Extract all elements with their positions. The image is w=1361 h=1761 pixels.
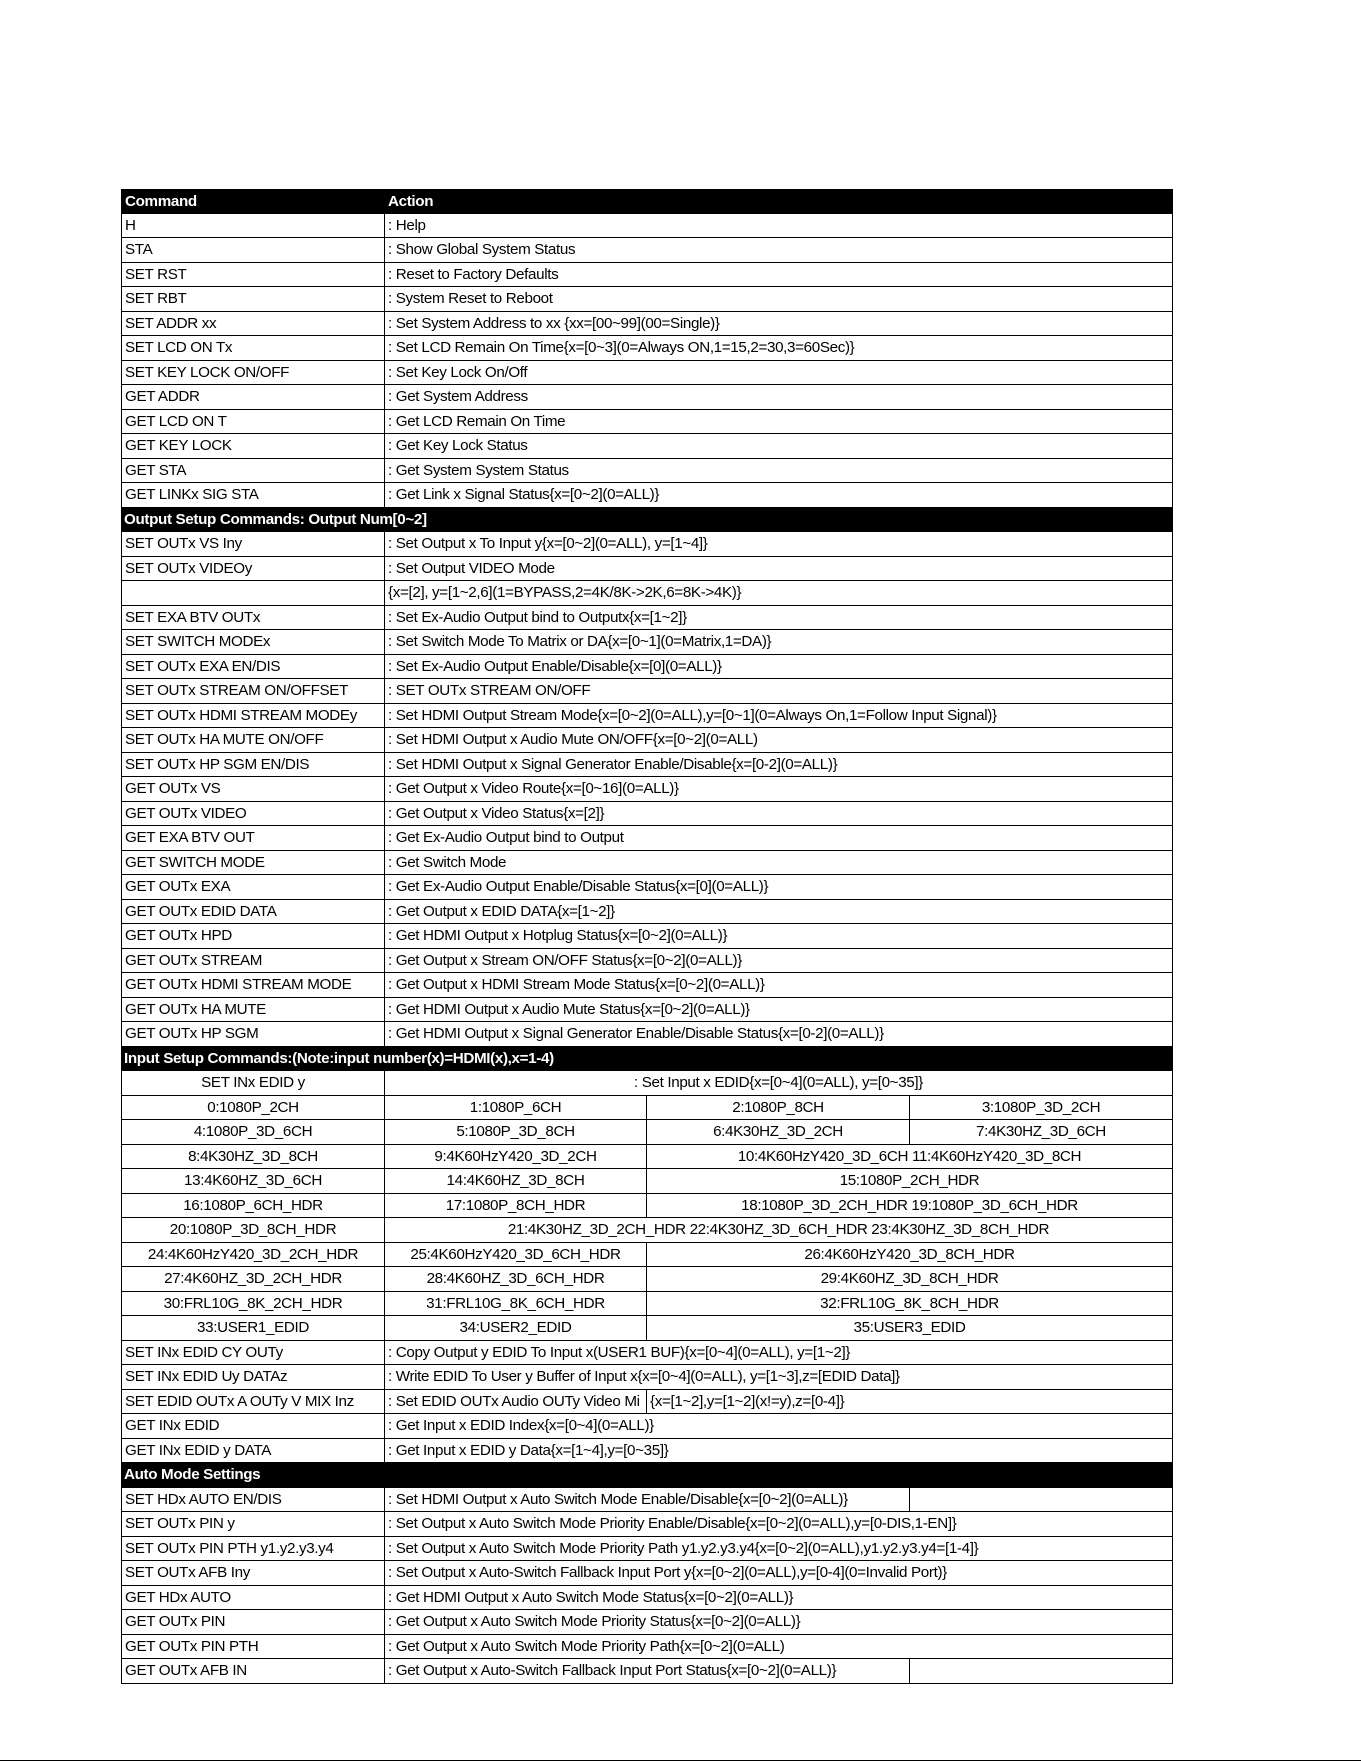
action-cell: : Show Global System Status xyxy=(384,238,1173,262)
table-row xyxy=(121,483,1173,508)
command-cell: GET OUTx HA MUTE xyxy=(121,998,384,1022)
action-cell: : Set Output x Auto-Switch Fallback Input Port y{x=[0~2](0=ALL),y=[0-4](0=Invalid Port)} xyxy=(384,1561,1173,1585)
action-cell: : Set EDID OUTx Audio OUTy Video Mi xyxy=(384,1390,646,1414)
command-cell: SET SWITCH MODEx xyxy=(121,630,384,654)
action-cell: : Help xyxy=(384,214,1173,238)
table-row xyxy=(121,826,1173,851)
action-cell: : Get Key Lock Status xyxy=(384,434,1173,458)
table-header xyxy=(121,189,1173,214)
edid-option: 21:4K30HZ_3D_2CH_HDR 22:4K30HZ_3D_6CH_HDR 23:4K30HZ_3D_8CH_HDR xyxy=(384,1218,1173,1242)
command-cell: GET STA xyxy=(121,459,384,483)
command-cell: GET ADDR xyxy=(121,385,384,409)
table-row xyxy=(121,1537,1173,1562)
table-row xyxy=(121,214,1173,239)
action-cell: : Set Output x Auto Switch Mode Priority Path y1.y2.y3.y4{x=[0~2](0=ALL),y1.y2.y3.y4=[1-4]} xyxy=(384,1537,1173,1561)
table-row xyxy=(121,1635,1173,1660)
table-row xyxy=(121,1610,1173,1635)
table-row xyxy=(121,361,1173,386)
table-row xyxy=(121,434,1173,459)
edid-option: 24:4K60HzY420_3D_2CH_HDR xyxy=(121,1243,384,1267)
action-cell: : Get Input x EDID y Data{x=[1~4],y=[0~35]} xyxy=(384,1439,1173,1463)
edid-option: 15:1080P_2CH_HDR xyxy=(646,1169,1173,1193)
edid-list-row xyxy=(121,1120,1173,1145)
command-cell: SET INx EDID y xyxy=(121,1071,384,1095)
table-row xyxy=(121,728,1173,753)
table-row xyxy=(121,630,1173,655)
table-row xyxy=(121,655,1173,680)
table-row xyxy=(121,1022,1173,1047)
command-cell: GET OUTx VIDEO xyxy=(121,802,384,826)
command-cell: SET ADDR xx xyxy=(121,312,384,336)
section-title: Auto Mode Settings xyxy=(124,1466,261,1483)
edid-option: 10:4K60HzY420_3D_6CH 11:4K60HzY420_3D_8CH xyxy=(646,1145,1173,1169)
edid-option: 32:FRL10G_8K_8CH_HDR xyxy=(646,1292,1173,1316)
edid-list-row xyxy=(121,1267,1173,1292)
edid-list-row xyxy=(121,1218,1173,1243)
command-cell: GET LCD ON T xyxy=(121,410,384,434)
action-cell: : Get Output x Auto Switch Mode Priority Status{x=[0~2](0=ALL)} xyxy=(384,1610,1173,1634)
action-cell: : Set Key Lock On/Off xyxy=(384,361,1173,385)
edid-option: 35:USER3_EDID xyxy=(646,1316,1173,1340)
action-cell: : Set Output x Auto Switch Mode Priority Enable/Disable{x=[0~2](0=ALL),y=[0-DIS,1-EN]} xyxy=(384,1512,1173,1536)
action-cell: : Set Output VIDEO Mode xyxy=(384,557,1173,581)
command-cell: SET OUTx VS Iny xyxy=(121,532,384,556)
action-cell: : Get Ex-Audio Output bind to Output xyxy=(384,826,1173,850)
table-row xyxy=(121,1414,1173,1439)
action-cell: : Get System System Status xyxy=(384,459,1173,483)
command-cell xyxy=(121,581,384,605)
command-cell: SET OUTx EXA EN/DIS xyxy=(121,655,384,679)
table-row xyxy=(121,1659,1173,1684)
action-cell: : Set LCD Remain On Time{x=[0~3](0=Always ON,1=15,2=30,3=60Sec)} xyxy=(384,336,1173,360)
edid-option: 2:1080P_8CH xyxy=(646,1096,909,1120)
blank-cell xyxy=(909,1659,1173,1683)
command-cell: SET LCD ON Tx xyxy=(121,336,384,360)
command-cell: GET EXA BTV OUT xyxy=(121,826,384,850)
table-row xyxy=(121,1512,1173,1537)
table-row xyxy=(121,606,1173,631)
table-row xyxy=(121,1365,1173,1390)
command-cell: GET OUTx PIN PTH xyxy=(121,1635,384,1659)
action-cell: : Get Input x EDID Index{x=[0~4](0=ALL)} xyxy=(384,1414,1173,1438)
table-row xyxy=(121,410,1173,435)
edid-option: 9:4K60HzY420_3D_2CH xyxy=(384,1145,646,1169)
action-cell: : Get HDMI Output x Signal Generator Enable/Disable Status{x=[0-2](0=ALL)} xyxy=(384,1022,1173,1046)
action-cell: : Get System Address xyxy=(384,385,1173,409)
table-row xyxy=(121,802,1173,827)
action-cell: : Set System Address to xx {xx=[00~99](00=Single)} xyxy=(384,312,1173,336)
edid-option: 13:4K60HZ_3D_6CH xyxy=(121,1169,384,1193)
command-cell: SET OUTx AFB Iny xyxy=(121,1561,384,1585)
edid-option: 6:4K30HZ_3D_2CH xyxy=(646,1120,909,1144)
table-row xyxy=(121,900,1173,925)
command-cell: GET OUTx PIN xyxy=(121,1610,384,1634)
edid-option: 0:1080P_2CH xyxy=(121,1096,384,1120)
table-row xyxy=(121,1390,1173,1415)
command-cell: SET EXA BTV OUTx xyxy=(121,606,384,630)
action-cell: : Get Ex-Audio Output Enable/Disable Status{x=[0](0=ALL)} xyxy=(384,875,1173,899)
edid-option: 5:1080P_3D_8CH xyxy=(384,1120,646,1144)
table-row xyxy=(121,1341,1173,1366)
action-cell: : Set HDMI Output x Signal Generator Enable/Disable{x=[0-2](0=ALL)} xyxy=(384,753,1173,777)
edid-option: 31:FRL10G_8K_6CH_HDR xyxy=(384,1292,646,1316)
command-cell: GET OUTx VS xyxy=(121,777,384,801)
edid-list-row xyxy=(121,1194,1173,1219)
command-cell: SET OUTx PIN y xyxy=(121,1512,384,1536)
edid-option: 27:4K60HZ_3D_2CH_HDR xyxy=(121,1267,384,1291)
command-cell: GET SWITCH MODE xyxy=(121,851,384,875)
action-cell: : Get HDMI Output x Hotplug Status{x=[0~2](0=ALL)} xyxy=(384,924,1173,948)
table-row xyxy=(121,704,1173,729)
edid-option: 20:1080P_3D_8CH_HDR xyxy=(121,1218,384,1242)
command-cell: SET OUTx HA MUTE ON/OFF xyxy=(121,728,384,752)
table-row xyxy=(121,336,1173,361)
edid-list-row xyxy=(121,1316,1173,1341)
command-cell: GET INx EDID xyxy=(121,1414,384,1438)
table-row xyxy=(121,851,1173,876)
command-cell: GET OUTx AFB IN xyxy=(121,1659,384,1683)
section-output-header xyxy=(121,508,1173,533)
section-title: Output Setup Commands: Output Num[0~2] xyxy=(124,510,427,528)
command-cell: GET INx EDID y DATA xyxy=(121,1439,384,1463)
table-row xyxy=(121,679,1173,704)
edid-option: 34:USER2_EDID xyxy=(384,1316,646,1340)
command-cell: SET OUTx VIDEOy xyxy=(121,557,384,581)
edid-list-row xyxy=(121,1145,1173,1170)
blank-cell xyxy=(909,1488,1173,1512)
table-row xyxy=(121,459,1173,484)
command-cell: GET LINKx SIG STA xyxy=(121,483,384,507)
command-cell: SET INx EDID Uy DATAz xyxy=(121,1365,384,1389)
action-cell: : Get Output x HDMI Stream Mode Status{x=[0~2](0=ALL)} xyxy=(384,973,1173,997)
table-row xyxy=(121,949,1173,974)
command-cell: SET OUTx STREAM ON/OFFSET xyxy=(121,679,384,703)
action-cell: : Get HDMI Output x Audio Mute Status{x=[0~2](0=ALL)} xyxy=(384,998,1173,1022)
action-cell: : Set Input x EDID{x=[0~4](0=ALL), y=[0~35]} xyxy=(384,1071,1173,1095)
edid-option: 3:1080P_3D_2CH xyxy=(909,1096,1173,1120)
command-cell: SET EDID OUTx A OUTy V MIX Inz xyxy=(121,1390,384,1414)
edid-option: 26:4K60HzY420_3D_8CH_HDR xyxy=(646,1243,1173,1267)
edid-list-row xyxy=(121,1096,1173,1121)
header-command: Command xyxy=(121,190,384,213)
table-row xyxy=(121,924,1173,949)
section-input-header xyxy=(121,1047,1173,1072)
command-cell: GET OUTx EXA xyxy=(121,875,384,899)
table-row xyxy=(121,1439,1173,1464)
table-row xyxy=(121,532,1173,557)
action-cell: : Set HDMI Output Stream Mode{x=[0~2](0=ALL),y=[0~1](0=Always On,1=Follow Input Signal)} xyxy=(384,704,1173,728)
action-cell: : Set Ex-Audio Output Enable/Disable{x=[0](0=ALL)} xyxy=(384,655,1173,679)
action-cell: : Set HDMI Output x Audio Mute ON/OFF{x=[0~2](0=ALL) xyxy=(384,728,1173,752)
edid-option: 4:1080P_3D_6CH xyxy=(121,1120,384,1144)
command-cell: GET OUTx HP SGM xyxy=(121,1022,384,1046)
action-cell: : Write EDID To User y Buffer of Input x{x=[0~4](0=ALL), y=[1~3],z=[EDID Data]} xyxy=(384,1365,1173,1389)
action-cell: : Get Output x Stream ON/OFF Status{x=[0~2](0=ALL)} xyxy=(384,949,1173,973)
command-cell: SET HDx AUTO EN/DIS xyxy=(121,1488,384,1512)
table-row xyxy=(121,312,1173,337)
command-cell: SET OUTx HDMI STREAM MODEy xyxy=(121,704,384,728)
action-cell: : Get Switch Mode xyxy=(384,851,1173,875)
action-cell: : Get Output x EDID DATA{x=[1~2]} xyxy=(384,900,1173,924)
command-cell: GET OUTx EDID DATA xyxy=(121,900,384,924)
table-row xyxy=(121,973,1173,998)
command-cell: GET OUTx HPD xyxy=(121,924,384,948)
action-cell: : Set Output x To Input y{x=[0~2](0=ALL), y=[1~4]} xyxy=(384,532,1173,556)
edid-option: 28:4K60HZ_3D_6CH_HDR xyxy=(384,1267,646,1291)
edid-option: 18:1080P_3D_2CH_HDR 19:1080P_3D_6CH_HDR xyxy=(646,1194,1173,1218)
action-cell: : Get Output x Auto Switch Mode Priority Path{x=[0~2](0=ALL) xyxy=(384,1635,1173,1659)
action-cell: : Get Output x Auto-Switch Fallback Input Port Status{x=[0~2](0=ALL)} xyxy=(384,1659,909,1683)
command-cell: SET INx EDID CY OUTy xyxy=(121,1341,384,1365)
command-cell: SET RBT xyxy=(121,287,384,311)
edid-option: 33:USER1_EDID xyxy=(121,1316,384,1340)
edid-option: 16:1080P_6CH_HDR xyxy=(121,1194,384,1218)
edid-option: 30:FRL10G_8K_2CH_HDR xyxy=(121,1292,384,1316)
edid-list-row xyxy=(121,1169,1173,1194)
table-row xyxy=(121,1586,1173,1611)
section-auto-header xyxy=(121,1463,1173,1488)
table-row xyxy=(121,1071,1173,1096)
command-cell: GET KEY LOCK xyxy=(121,434,384,458)
action-cell: : Get HDMI Output x Auto Switch Mode Status{x=[0~2](0=ALL)} xyxy=(384,1586,1173,1610)
command-cell: SET KEY LOCK ON/OFF xyxy=(121,361,384,385)
edid-option: 8:4K30HZ_3D_8CH xyxy=(121,1145,384,1169)
command-cell: GET OUTx STREAM xyxy=(121,949,384,973)
action-cell: : Set Ex-Audio Output bind to Outputx{x=[1~2]} xyxy=(384,606,1173,630)
section-title: Input Setup Commands:(Note:input number(x)=HDMI(x),x=1-4) xyxy=(124,1049,554,1067)
edid-list-row xyxy=(121,1292,1173,1317)
table-row xyxy=(121,238,1173,263)
table-row xyxy=(121,998,1173,1023)
edid-option: 7:4K30HZ_3D_6CH xyxy=(909,1120,1173,1144)
table-row xyxy=(121,875,1173,900)
table-row xyxy=(121,753,1173,778)
edid-option: 14:4K60HZ_3D_8CH xyxy=(384,1169,646,1193)
table-row xyxy=(121,287,1173,312)
table-row xyxy=(121,777,1173,802)
command-table xyxy=(121,189,1173,1684)
action-cell: : Get Link x Signal Status{x=[0~2](0=ALL)} xyxy=(384,483,1173,507)
action-cell-extra: {x=[1~2],y=[1~2](x!=y),z=[0-4]} xyxy=(646,1390,1173,1414)
edid-option: 29:4K60HZ_3D_8CH_HDR xyxy=(646,1267,1173,1291)
header-action: Action xyxy=(384,190,1173,213)
action-cell: : Set Switch Mode To Matrix or DA{x=[0~1](0=Matrix,1=DA)} xyxy=(384,630,1173,654)
command-cell: GET OUTx HDMI STREAM MODE xyxy=(121,973,384,997)
command-cell: SET RST xyxy=(121,263,384,287)
command-cell: SET OUTx HP SGM EN/DIS xyxy=(121,753,384,777)
table-row xyxy=(121,385,1173,410)
edid-option: 1:1080P_6CH xyxy=(384,1096,646,1120)
action-cell: : System Reset to Reboot xyxy=(384,287,1173,311)
command-cell: STA xyxy=(121,238,384,262)
edid-list-row xyxy=(121,1243,1173,1268)
action-cell: {x=[2], y=[1~2,6](1=BYPASS,2=4K/8K->2K,6=8K->4K)} xyxy=(384,581,1173,605)
edid-option: 25:4K60HzY420_3D_6CH_HDR xyxy=(384,1243,646,1267)
action-cell: : Get LCD Remain On Time xyxy=(384,410,1173,434)
edid-option: 17:1080P_8CH_HDR xyxy=(384,1194,646,1218)
action-cell: : Set HDMI Output x Auto Switch Mode Enable/Disable{x=[0~2](0=ALL)} xyxy=(384,1488,909,1512)
table-row xyxy=(121,581,1173,606)
table-row xyxy=(121,1488,1173,1513)
table-row xyxy=(121,557,1173,582)
action-cell: : Copy Output y EDID To Input x(USER1 BUF){x=[0~4](0=ALL), y=[1~2]} xyxy=(384,1341,1173,1365)
table-row xyxy=(121,263,1173,288)
action-cell: : Get Output x Video Status{x=[2]} xyxy=(384,802,1173,826)
table-row xyxy=(121,1561,1173,1586)
command-cell: H xyxy=(121,214,384,238)
action-cell: : SET OUTx STREAM ON/OFF xyxy=(384,679,1173,703)
command-cell: GET HDx AUTO xyxy=(121,1586,384,1610)
action-cell: : Get Output x Video Route{x=[0~16](0=ALL)} xyxy=(384,777,1173,801)
action-cell: : Reset to Factory Defaults xyxy=(384,263,1173,287)
command-cell: SET OUTx PIN PTH y1.y2.y3.y4 xyxy=(121,1537,384,1561)
